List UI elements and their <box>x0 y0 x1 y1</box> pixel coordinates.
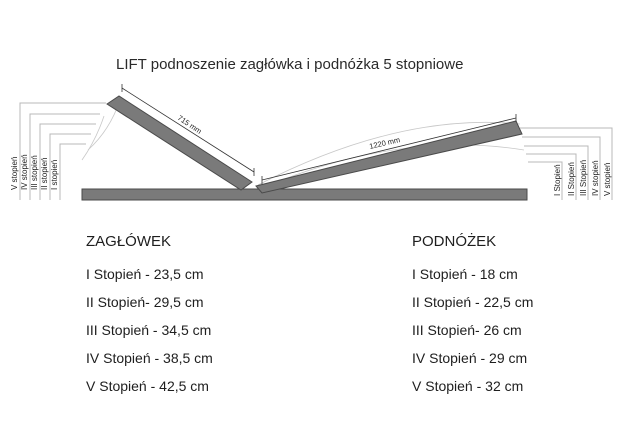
headrest-column <box>86 232 213 404</box>
footrest-panel <box>256 121 522 193</box>
left-level-labels <box>10 154 59 190</box>
bed-base-frame <box>82 189 527 200</box>
headrest-level-row: IV Stopień - 38,5 cm <box>86 350 213 366</box>
left-level-label: IV stopień <box>20 154 29 190</box>
right-level-label: I Stopień <box>553 164 562 196</box>
footrest-level-row: II Stopień - 22,5 cm <box>412 294 534 310</box>
foot-length-label: 1220 mm <box>368 135 401 151</box>
headrest-level-row: V Stopień - 42,5 cm <box>86 378 209 394</box>
left-level-label: III stopień <box>30 155 39 190</box>
headrest-level-row: III Stopień - 34,5 cm <box>86 322 212 338</box>
right-level-labels <box>553 160 612 196</box>
footrest-level-row: III Stopień- 26 cm <box>412 322 522 338</box>
left-level-label: I stopień <box>50 159 59 190</box>
right-level-label: V stopień <box>603 162 612 196</box>
footrest-column <box>412 232 533 404</box>
footrest-heading: PODNÓŻEK <box>412 233 497 250</box>
headrest-level-row: II Stopień- 29,5 cm <box>86 294 204 310</box>
right-level-label: II Stopień <box>567 162 576 196</box>
right-level-label: III Stopień <box>579 159 588 196</box>
left-level-label: V stopień <box>10 156 19 190</box>
footrest-level-row: V Stopień - 32 cm <box>412 378 524 394</box>
footrest-level-row: IV Stopień - 29 cm <box>412 350 528 366</box>
head-dimension <box>122 84 254 176</box>
headrest-heading: ZAGŁÓWEK <box>86 233 172 250</box>
headrest-level-row: I Stopień - 23,5 cm <box>86 266 204 282</box>
head-length-label: 715 mm <box>175 113 204 136</box>
footrest-level-row: I Stopień - 18 cm <box>412 266 518 282</box>
diagram-title: LIFT podnoszenie zagłówka i podnóżka 5 stopniowe <box>116 56 464 73</box>
headrest-panel <box>107 96 252 190</box>
right-level-label: IV stopień <box>591 160 600 196</box>
head-arc <box>82 116 104 160</box>
left-level-label: II stopień <box>40 157 49 190</box>
